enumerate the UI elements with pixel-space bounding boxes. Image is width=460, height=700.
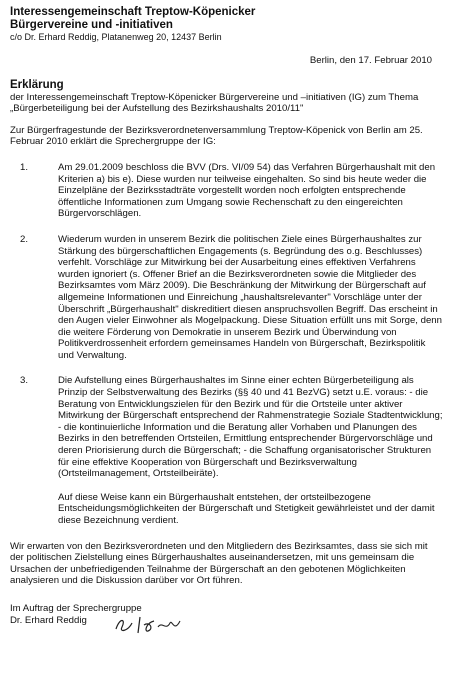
closing-paragraph: Wir erwarten von den Bezirksverordneten und den Mitgliedern des Bezirksamtes, dass sie sich mit der politischen Zielstellung eines Bürgerhaushaltes auseinandersetzen, mit uns gemeinsam die Ursachen der unbefriedigenden Teilnahme der Bürgerschaft an den gebotenen Möglichkeiten analysieren und die Diskussion darüber vor Ort führen. (10, 540, 428, 587)
signature-line1: Im Auftrag der Sprechergruppe (10, 602, 142, 614)
preface-paragraph: Zur Bürgerfragestunde der Bezirksverordnetenversammlung Treptow-Köpenick von Berlin am 25. Februar 2010 erklärt die Sprechergruppe der IG: (10, 124, 423, 148)
letterhead-org-line1: Interessengemeinschaft Treptow-Köpenicker (10, 6, 256, 18)
list-item-number: 2. (20, 233, 29, 245)
signature-name: Dr. Erhard Reddig (10, 614, 87, 626)
list-item-text: Am 29.01.2009 beschloss die BVV (Drs. VI/09 54) das Verfahren Bürgerhaushalt mit den Kriterien a) bis e). Diese wurden nur teilweise eingehalten. So sind bis heute weder die Einzelpläne der Bezirksstadträte vorgestellt worden noch erfolgten entsprechende öffentliche Informationen zum Umgang sowie Rechenschaft zu den eingereichten Bürgervorschlägen. (58, 161, 436, 220)
list-item (10, 162, 444, 220)
list-item-text: Die Aufstellung eines Bürgerhaushaltes im Sinne einer echten Bürgerbeteiligung als Prinzip der Selbstverwaltung des Bezirks (§§ 40 und 41 BezVG) setzt u.E. voraus: - die Beratung von Entwicklungszielen für den Bezirk und für die Ortsteile unter aktiver Mitwirkung der Bürgerschaft entsprechend der Rahmenstrategie Soziale Stadtentwicklung; - die kontinuierliche Information und die Beratung aller Vorhaben und Planungen des Bezirks in den betreffenden Ortsteilen, Ermittlung entsprechender Bürgervorschläge und deren Priorisierung durch die Bürgerschaft; - die Schaffung organisatorischer Strukturen für eine effektive Kooperation von Bürgerschaft und Bezirksverwaltung (Ortsteilmanagement, Ortsteilbeiräte). (58, 375, 443, 480)
list-item-subparagraph: Auf diese Weise kann ein Bürgerhaushalt entstehen, der ortsteilbezogene Entscheidungsmöglichkeiten der Bürgerschaft und Stetigkeit gewährleistet und der damit diese Bezeichnung verdient. (58, 491, 435, 526)
letterhead-address: c/o Dr. Erhard Reddig, Platanenweg 20, 12437 Berlin (10, 32, 222, 42)
letterhead-org-line2: Bürgervereine und -initiativen (10, 19, 173, 31)
list-item-number: 3. (20, 375, 29, 387)
list-item (10, 375, 444, 526)
signature-block (10, 603, 444, 626)
list-item-text: Wiederum wurden in unserem Bezirk die politischen Ziele eines Bürgerhaushaltes zur Stärkung des bürgerschaftlichen Engagements (s. Begründung des o.g. Beschlusses) verfehlt. Vorschläge zur Mitwirkung bei der Ausarbeitung eines effektiven Verfahrens wurden ignoriert (s. Offener Brief an die Bezirksverordneten sowie die Mitglieder des Bezirksamtes vom März 2009). Die Beschränkung der Mitwirkung der Bürgerschaft auf allgemeine Informationen und Einreichung „haushaltsrelevanter" Vorschläge unter der Überschrift „Bürgerhaushalt" diskreditiert diesen anspruchsvollen Begriff. Das erscheint in den Augen vieler Einwohner als Mogelpackung. Diese Situation erfüllt uns mit Sorge, denn die weitere Förderung von Demokratie in unserem Bezirk und Überwindung von Politikverdrossenheit erfordern gemeinsames Handeln von Bürgerschaft, Bezirkspolitik und Verwaltung. (58, 233, 442, 361)
letter-date: Berlin, den 17. Februar 2010 (309, 55, 432, 66)
handwritten-signature (110, 611, 190, 637)
numbered-list (10, 162, 444, 527)
list-item-number: 1. (20, 161, 29, 173)
list-item (10, 234, 444, 362)
document-title: Erklärung (10, 78, 64, 91)
list-item-body (58, 375, 444, 526)
intro-paragraph: der Interessengemeinschaft Treptow-Köpenicker Bürgervereine und –initiativen (IG) zum Thema „Bürgerbeteiligung bei der Aufstellung des Bezirkshaushalts 2010/11" (10, 91, 419, 115)
